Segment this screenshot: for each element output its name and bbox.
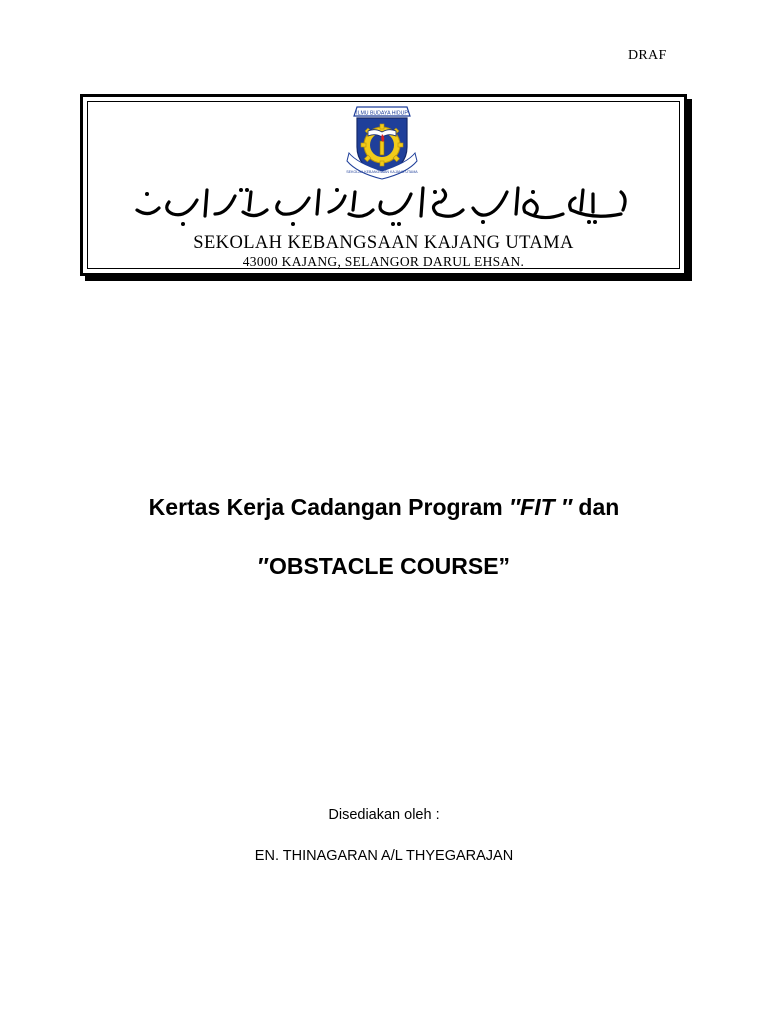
title-prefix: Kertas Kerja Cadangan Program <box>148 494 510 520</box>
school-letterhead <box>80 94 687 276</box>
prepared-by-label: Disediakan oleh : <box>328 807 440 823</box>
proposal-title-line-2: ″OBSTACLE COURSE” <box>257 553 511 579</box>
draft-mark: DRAF <box>628 48 667 63</box>
jawi-school-name-calligraphy <box>123 180 641 232</box>
title-suffix: dan <box>572 494 620 520</box>
crest-bottom-text: SEKOLAH KEBANGSAAN KAJANG UTAMA <box>346 170 418 174</box>
school-crest-logo <box>327 101 437 181</box>
proposal-title-line-1 <box>0 494 768 521</box>
prepared-by-name: EN. THINAGARAN A/L THYEGARAJAN <box>254 848 514 864</box>
crest-ribbon-text: ILMU BUDAYA HIDUP <box>356 110 408 117</box>
title-program-fit: ″FIT ″ <box>509 494 573 520</box>
school-name: SEKOLAH KEBANGSAAN KAJANG UTAMA <box>193 233 574 253</box>
school-address: 43000 KAJANG, SELANGOR DARUL EHSAN. <box>242 254 525 269</box>
